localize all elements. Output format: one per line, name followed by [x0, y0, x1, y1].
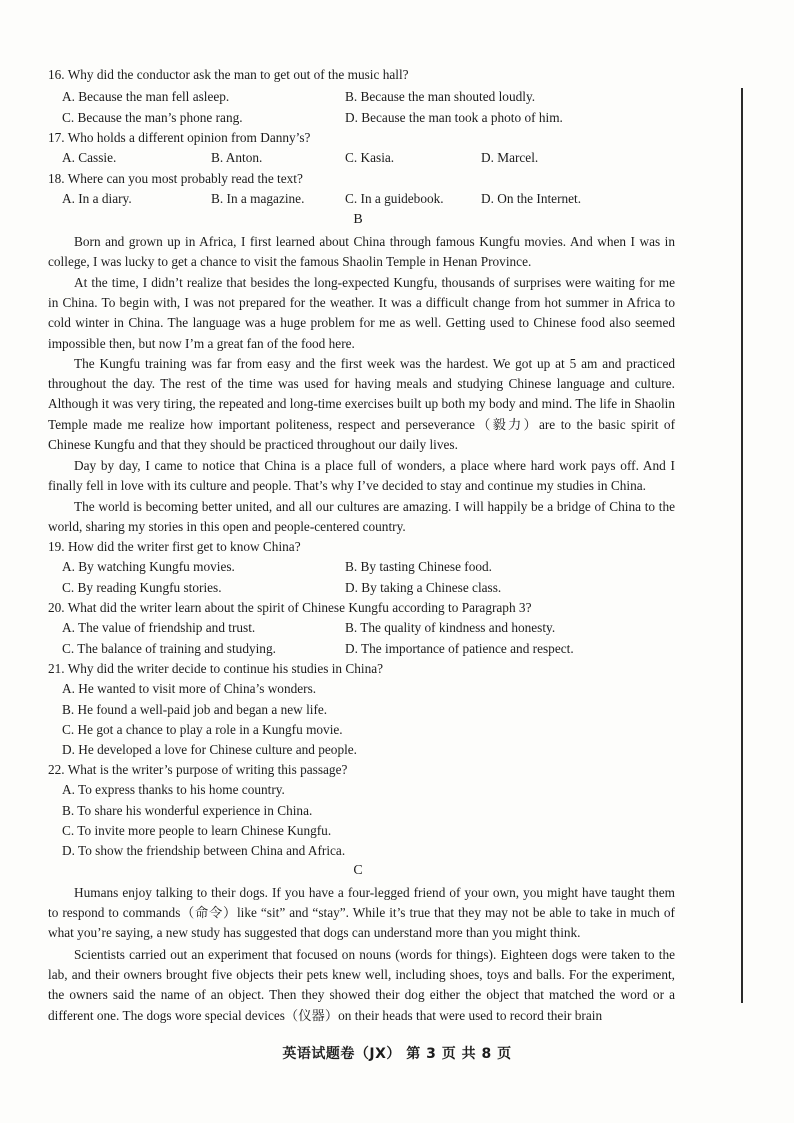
- q20-option-c: C. The balance of training and studying.: [62, 641, 276, 656]
- passage-b-paragraph-4: Day by day, I came to notice that China is a place full of wonders, a place where hard work pays off. And I finally fell in love with its culture and people. That’s why I’ve decided to stay and continue my studies in China.: [48, 458, 675, 494]
- q16-option-d: D. Because the man took a photo of him.: [345, 110, 563, 125]
- q19-option-d: D. By taking a Chinese class.: [345, 580, 502, 595]
- q18-option-d: D. On the Internet.: [481, 191, 582, 206]
- q18-option-c: C. In a guidebook.: [345, 191, 444, 206]
- passage-c-paragraph-2: Scientists carried out an experiment that focused on nouns (words for things). Eighteen dogs were taken to the lab, and their owners brought five objects their pets knew well, including shoes, toys and balls. For the experiment, the owners said the name of an object. Then they showed their dog either the object that matched the word or a different one. The dogs wore special devices（仪器）on their heads that were used to record their brain: [48, 947, 675, 1023]
- q20-option-d: D. The importance of patience and respect.: [345, 641, 574, 656]
- q20-option-a: A. The value of friendship and trust.: [62, 620, 256, 635]
- passage-b-paragraph-3: The Kungfu training was far from easy and the first week was the hardest. We got up at 5 am and practiced throughout the day. The rest of the time was used for having meals and studying Chinese language and culture. Although it was very tiring, the repeated and long-time exercises built up both my body and mind. The life in Shaolin Temple made me realize how important politeness, respect and perseverance（毅力）are to the basic spirit of Chinese Kungfu and that they should be practiced throughout our daily lives.: [48, 356, 675, 452]
- q19-option-b: B. By tasting Chinese food.: [345, 559, 492, 574]
- q17-option-a: A. Cassie.: [62, 150, 117, 165]
- passage-b-paragraph-5: The world is becoming better united, and all our cultures are amazing. I will happily be a bridge of China to the world, sharing my stories in this open and people-centered country.: [48, 499, 675, 535]
- question-20: 20. What did the writer learn about the spirit of Chinese Kungfu according to Paragraph 3?: [48, 600, 532, 615]
- q22-option-d: D. To show the friendship between China and Africa.: [62, 843, 346, 858]
- q22-option-a: A. To express thanks to his home country.: [62, 782, 285, 797]
- q18-option-a: A. In a diary.: [62, 191, 132, 206]
- question-17: 17. Who holds a different opinion from Danny’s?: [48, 130, 311, 145]
- section-c-label: C: [353, 863, 363, 878]
- q21-option-a: A. He wanted to visit more of China’s wonders.: [62, 681, 317, 696]
- question-22: 22. What is the writer’s purpose of writing this passage?: [48, 762, 348, 777]
- q20-option-b: B. The quality of kindness and honesty.: [345, 620, 556, 635]
- q21-option-c: C. He got a chance to play a role in a Kungfu movie.: [62, 722, 343, 737]
- page-footer: 英语试题卷（JX） 第 3 页 共 8 页: [282, 1046, 512, 1062]
- q17-option-c: C. Kasia.: [345, 150, 395, 165]
- section-b-label: B: [353, 212, 363, 227]
- q17-option-d: D. Marcel.: [481, 150, 539, 165]
- question-18: 18. Where can you most probably read the text?: [48, 171, 303, 186]
- q22-option-b: B. To share his wonderful experience in China.: [62, 803, 313, 818]
- question-19: 19. How did the writer first get to know China?: [48, 539, 301, 554]
- q16-option-c: C. Because the man’s phone rang.: [62, 110, 243, 125]
- passage-c-paragraph-1: Humans enjoy talking to their dogs. If you have a four-legged friend of your own, you might have taught them to respond to commands（命令）like “sit” and “stay”. While it’s true that they may not be able to take in much of what you’re saying, a new study has suggested that dogs can understand more than you might think.: [48, 885, 675, 941]
- q16-option-a: A. Because the man fell asleep.: [62, 89, 230, 104]
- q19-option-c: C. By reading Kungfu stories.: [62, 580, 222, 595]
- q17-option-b: B. Anton.: [211, 150, 263, 165]
- q19-option-a: A. By watching Kungfu movies.: [62, 559, 235, 574]
- question-21: 21. Why did the writer decide to continue his studies in China?: [48, 661, 384, 676]
- margin-line: [741, 88, 743, 1003]
- passage-b-paragraph-1: Born and grown up in Africa, I first learned about China through famous Kungfu movies. And when I was in college, I was lucky to get a chance to visit the famous Shaolin Temple in Henan Province.: [48, 234, 675, 270]
- passage-b-paragraph-2: At the time, I didn’t realize that besides the long-expected Kungfu, thousands of surprises were waiting for me in China. To begin with, I was not prepared for the weather. It was a difficult change from hot summer in Africa to cold winter in China. The language was a huge problem for me as well. Getting used to Chinese food also seemed impossible then, but now I’m a great fan of the food here.: [48, 275, 675, 351]
- question-16: 16. Why did the conductor ask the man to get out of the music hall?: [48, 67, 409, 82]
- q18-option-b: B. In a magazine.: [211, 191, 305, 206]
- q22-option-c: C. To invite more people to learn Chinese Kungfu.: [62, 823, 332, 838]
- q21-option-d: D. He developed a love for Chinese culture and people.: [62, 742, 358, 757]
- q21-option-b: B. He found a well-paid job and began a new life.: [62, 702, 328, 717]
- q16-option-b: B. Because the man shouted loudly.: [345, 89, 536, 104]
